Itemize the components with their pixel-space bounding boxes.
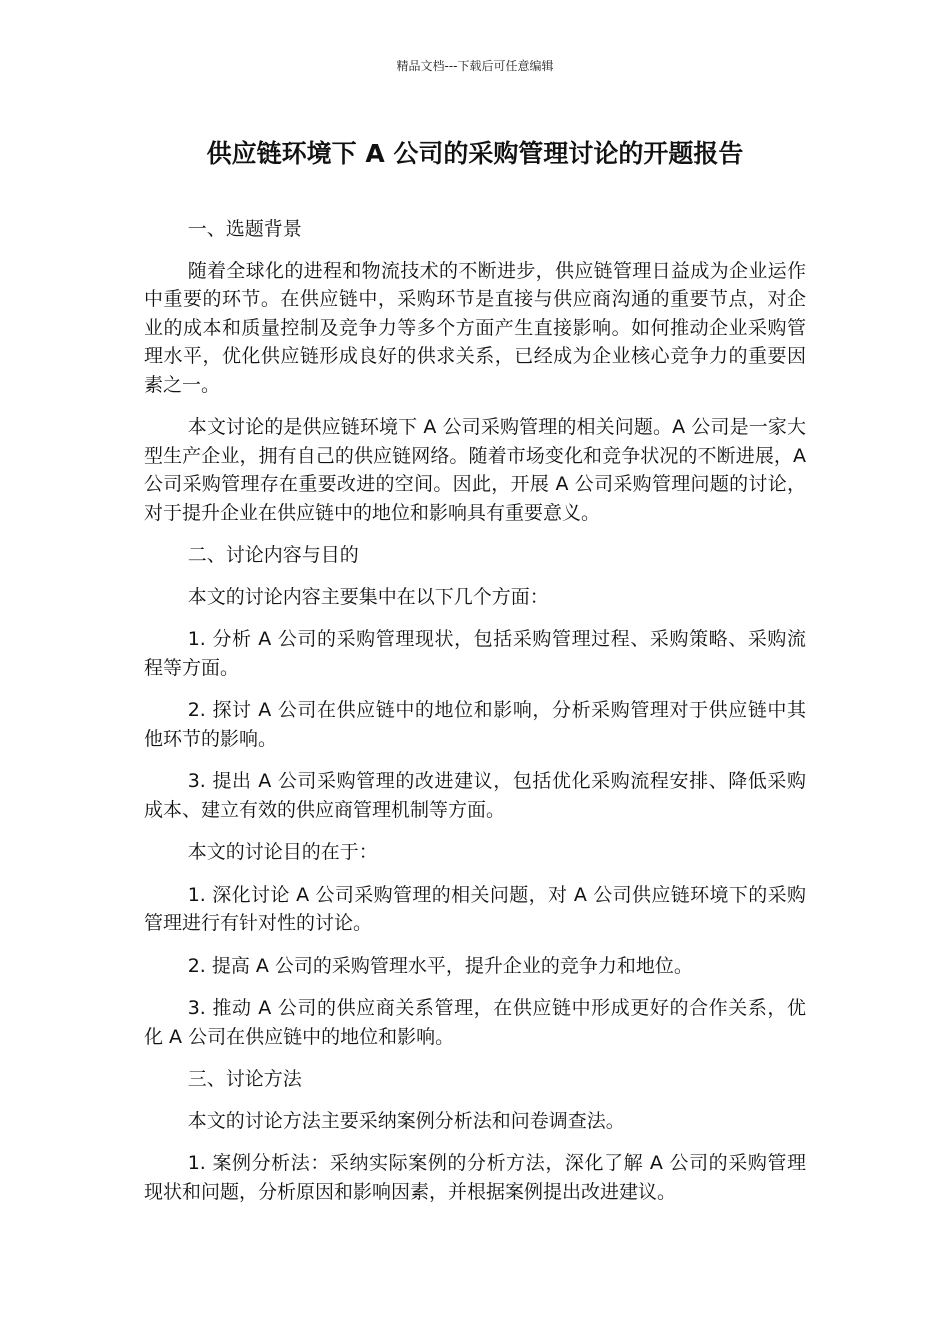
paragraph-background-2: 本文讨论的是供应链环境下 A 公司采购管理的相关问题。A 公司是一家大型生产企业，拥有自己的供应链网络。随着市场变化和竞争状况的不断进展，A 公司采购管理存在重要改进的空间。因此，开展 A 公司采购管理问题的讨论，对于提升企业在供应链中的地位和影响具有重要意义。 (144, 416, 806, 524)
list-item-purpose-3: 3. 推动 A 公司的供应商关系管理，在供应链中形成更好的合作关系，优化 A 公司在供应链中的地位和影响。 (144, 997, 806, 1048)
list-item-content-2: 2. 探讨 A 公司在供应链中的地位和影响，分析采购管理对于供应链中其他环节的影响。 (144, 699, 806, 750)
header-note: 精品文档---下载后可任意编辑 (396, 59, 554, 73)
section-heading-content-purpose: 二、讨论内容与目的 (187, 544, 359, 566)
paragraph-method-intro: 本文的讨论方法主要采纳案例分析法和问卷调查法。 (187, 1109, 625, 1132)
paragraph-background-1: 随着全球化的进程和物流技术的不断进步，供应链管理日益成为企业运作中重要的环节。在供应链中，采购环节是直接与供应商沟通的重要节点，对企业的成本和质量控制及竞争力等多个方面产生直接影响。如何推动企业采购管理水平，优化供应链形成良好的供求关系，已经成为企业核心竞争力的重要因素之一。 (144, 259, 806, 396)
list-item-purpose-1: 1. 深化讨论 A 公司采购管理的相关问题，对 A 公司供应链环境下的采购管理进行有针对性的讨论。 (144, 883, 806, 934)
list-item-content-3: 3. 提出 A 公司采购管理的改进建议，包括优化采购流程安排、降低采购成本、建立有效的供应商管理机制等方面。 (144, 770, 806, 821)
list-item-content-1: 1. 分析 A 公司的采购管理现状，包括采购管理过程、采购策略、采购流程等方面。 (144, 628, 806, 679)
list-item-purpose-2: 2. 提高 A 公司的采购管理水平，提升企业的竞争力和地位。 (187, 954, 693, 977)
paragraph-content-intro: 本文的讨论内容主要集中在以下几个方面： (187, 585, 549, 608)
list-item-method-1: 1. 案例分析法：采纳实际案例的分析方法，深化了解 A 公司的采购管理现状和问题，分析原因和影响因素，并根据案例提出改进建议。 (144, 1152, 806, 1203)
section-heading-background: 一、选题背景 (187, 218, 302, 240)
document-body (144, 215, 806, 1220)
document-title: 供应链环境下 A 公司的采购管理讨论的开题报告 (206, 139, 744, 168)
section-heading-method: 三、讨论方法 (187, 1068, 302, 1090)
paragraph-purpose-intro: 本文的讨论目的在于： (187, 841, 378, 863)
